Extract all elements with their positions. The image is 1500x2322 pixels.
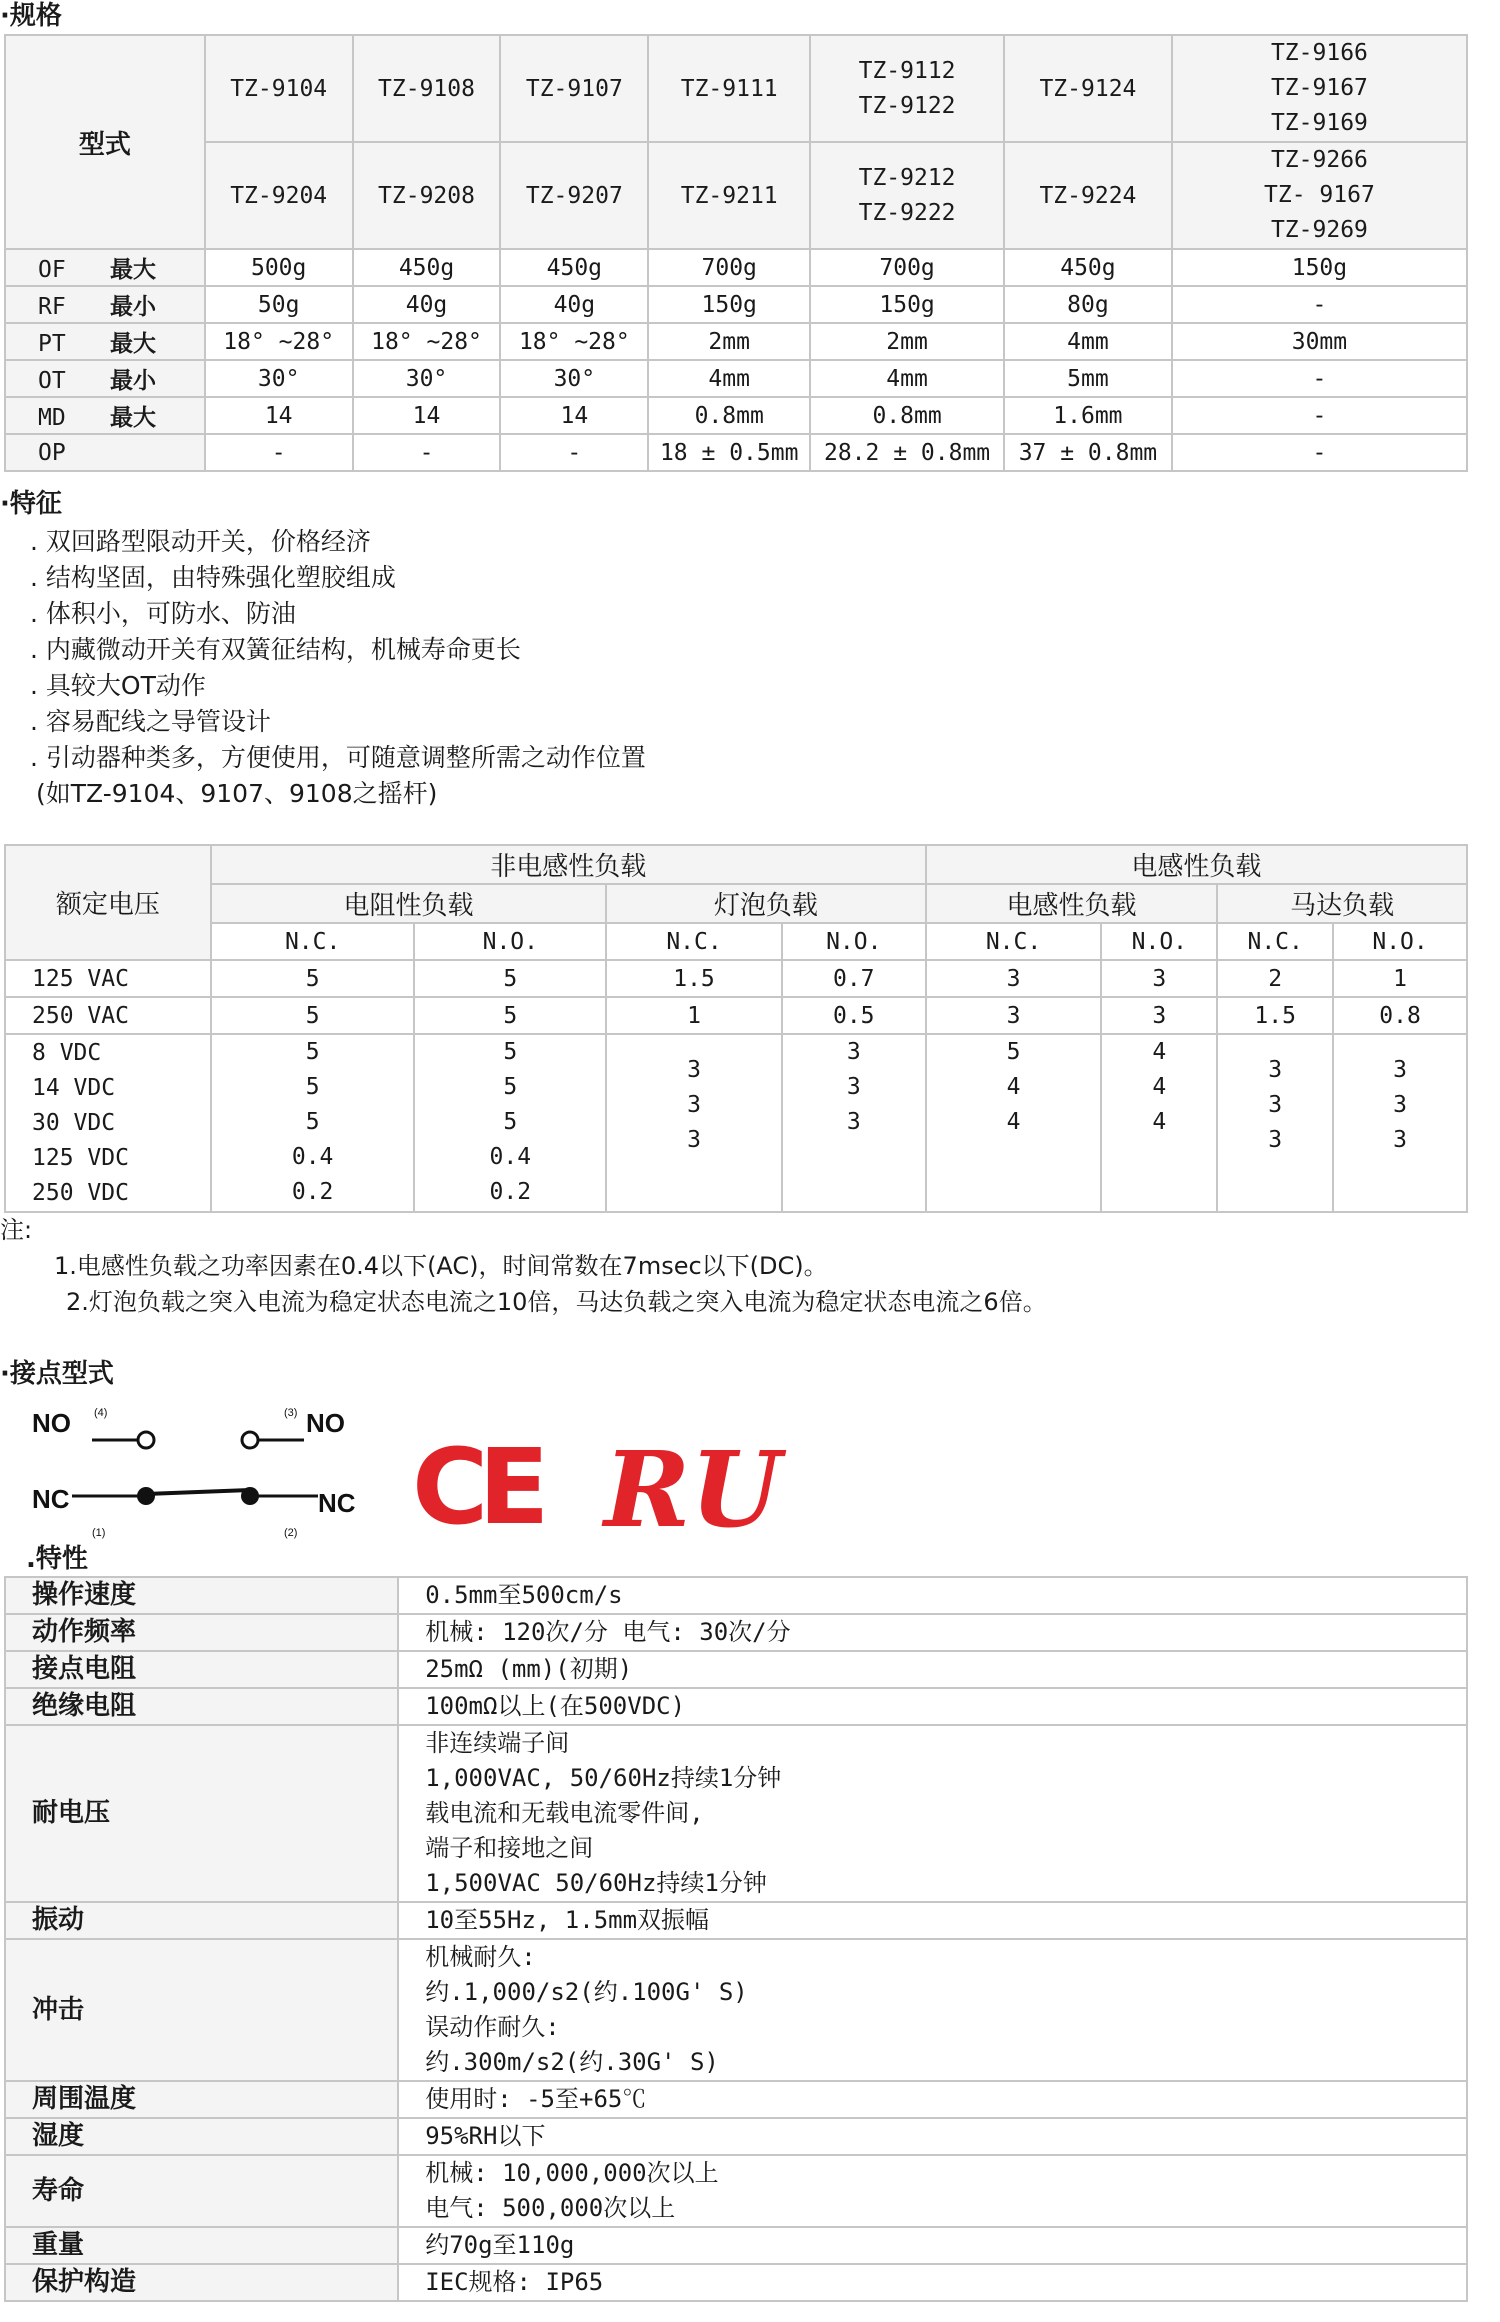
cell-line: 0.4	[489, 1144, 532, 1170]
spec-value: 30mm	[1172, 323, 1467, 360]
cell-line: 3	[1268, 1056, 1283, 1083]
ce-mark-logo: CE	[412, 1426, 540, 1548]
feature-item: . 双回路型限动开关，价格经济	[30, 524, 646, 560]
spec-value: -	[500, 434, 648, 471]
dc-dc-res-nc	[211, 1034, 415, 1212]
spec-value: 18° ~28°	[205, 323, 353, 360]
spec-value: 30°	[500, 360, 648, 397]
dc-dc-ind-nc	[926, 1034, 1102, 1212]
characteristic-row	[5, 2227, 1467, 2264]
no-header: N.O.	[1101, 923, 1217, 960]
cell-line: 125 VDC	[32, 1144, 129, 1171]
value-line: 95%RH以下	[425, 2122, 546, 2150]
cell-line: 0.4	[291, 1144, 334, 1170]
load-value: 1.5	[606, 960, 782, 997]
contact-terminal-3: (3)	[284, 1407, 298, 1419]
cell-line: 5	[503, 1039, 518, 1065]
load-value: 1	[606, 997, 782, 1034]
dc-dc-lamp-nc	[606, 1034, 782, 1212]
cell-line: 4	[1152, 1039, 1167, 1065]
characteristic-value	[398, 1902, 1467, 1939]
characteristic-value	[398, 1688, 1467, 1725]
features-section-title: ·特征	[0, 489, 62, 519]
spec-value: 4mm	[1004, 323, 1172, 360]
characteristic-key: 重量	[5, 2227, 398, 2264]
spec-param-label: RF	[38, 294, 66, 320]
cell-line: 30 VDC	[32, 1109, 116, 1136]
spec-value: 150g	[648, 286, 810, 323]
spec-value: 18° ~28°	[500, 323, 648, 360]
spec-row-ot	[5, 360, 1467, 397]
features-items	[30, 524, 646, 776]
contact-section-title: ·接点型式	[0, 1359, 114, 1389]
dc-dc-ind-no	[1101, 1034, 1217, 1212]
value-line: 0.5mm至500cm/s	[425, 1581, 623, 1609]
characteristic-value	[398, 1939, 1467, 2081]
characteristic-key: 寿命	[5, 2155, 398, 2227]
model-row2-5: TZ-9224	[1004, 142, 1172, 249]
spec-value: 700g	[648, 249, 810, 286]
load-value: 3	[926, 960, 1102, 997]
cell-line: 3	[846, 1109, 861, 1135]
cell-line: 5	[305, 1109, 320, 1135]
spec-value: 50g	[205, 286, 353, 323]
contact-terminal-2: (2)	[284, 1527, 298, 1539]
cell-line: 3	[1393, 1091, 1407, 1118]
load-value: 5	[414, 960, 606, 997]
non-inductive-header: 非电感性负载	[211, 845, 926, 884]
value-line: 25mΩ (mm)(初期)	[425, 1655, 633, 1683]
spec-value: 500g	[205, 249, 353, 286]
cell-line: 3	[1393, 1126, 1407, 1153]
characteristics-title: .特性	[26, 1544, 88, 1574]
characteristic-key: 接点电阻	[5, 1651, 398, 1688]
model-row1-6	[1172, 35, 1467, 142]
model-row2-2: TZ-9207	[500, 142, 648, 249]
spec-value: 14	[353, 397, 501, 434]
feature-item: . 体积小，可防水、防油	[30, 596, 646, 632]
characteristic-key: 周围温度	[5, 2081, 398, 2118]
cell-line: 3	[1268, 1091, 1283, 1118]
feature-item: . 结构坚固，由特殊强化塑胶组成	[30, 560, 646, 596]
spec-value: 14	[205, 397, 353, 434]
spec-value: -	[353, 434, 501, 471]
spec-value: 4mm	[810, 360, 1004, 397]
value-line: 机械耐久:	[425, 1943, 536, 1971]
features-note: (如TZ-9104、9107、9108之摇杆)	[36, 779, 438, 808]
spec-param-qualifier: 最大	[110, 405, 156, 431]
spec-value: 18° ~28°	[353, 323, 501, 360]
dc-dc-motor-nc	[1217, 1034, 1333, 1212]
spec-param-name	[5, 434, 205, 471]
load-value: 5	[414, 997, 606, 1034]
rated-voltage-header: 额定电压	[5, 845, 211, 960]
cell-line: 3	[687, 1091, 701, 1118]
characteristic-key: 保护构造	[5, 2264, 398, 2301]
note-1: 1.电感性负载之功率因素在0.4以下(AC)，时间常数在7msec以下(DC)。	[54, 1252, 828, 1280]
value-line: 机械: 10,000,000次以上	[425, 2159, 719, 2187]
cell-line: TZ-9266	[1270, 147, 1368, 173]
cell-line: 4	[1152, 1074, 1167, 1100]
spec-value: 37 ± 0.8mm	[1004, 434, 1172, 471]
load-value: 0.7	[782, 960, 926, 997]
spec-param-name	[5, 249, 205, 286]
characteristic-key: 动作频率	[5, 1614, 398, 1651]
lamp-header: 灯泡负载	[606, 884, 926, 923]
characteristic-value	[398, 1577, 1467, 1614]
spec-value: 1.6mm	[1004, 397, 1172, 434]
spec-param-name	[5, 323, 205, 360]
contact-terminal-1: (1)	[92, 1527, 106, 1539]
spec-value: -	[1172, 434, 1467, 471]
no-header: N.O.	[782, 923, 926, 960]
load-value: 1	[1333, 960, 1467, 997]
spec-value: 4mm	[648, 360, 810, 397]
model-row1-5: TZ-9124	[1004, 35, 1172, 142]
model-row2-6	[1172, 142, 1467, 249]
dc-dc-res-no	[414, 1034, 606, 1212]
type-label: 型式	[5, 35, 205, 249]
spec-value: 150g	[1172, 249, 1467, 286]
spec-model-row-1	[5, 35, 1467, 142]
characteristic-key: 振动	[5, 1902, 398, 1939]
voltage-label: 125 VAC	[5, 960, 211, 997]
spec-row-rf	[5, 286, 1467, 323]
characteristics-table	[4, 1576, 1468, 2302]
value-line: 电气: 500,000次以上	[425, 2194, 676, 2222]
model-row1-1: TZ-9108	[353, 35, 501, 142]
value-line: 约.300m/s2(约.30G' S)	[425, 2048, 719, 2076]
cell-line: TZ-9222	[858, 199, 956, 226]
spec-value: 450g	[500, 249, 648, 286]
load-table	[4, 844, 1468, 1213]
load-value: 5	[211, 960, 415, 997]
feature-item: . 引动器种类多，方便使用，可随意调整所需之动作位置	[30, 740, 646, 776]
no-header: N.O.	[414, 923, 606, 960]
spec-param-name	[5, 286, 205, 323]
spec-value: 28.2 ± 0.8mm	[810, 434, 1004, 471]
spec-param-label: PT	[38, 331, 66, 357]
characteristic-row	[5, 2264, 1467, 2301]
contact-terminal-4: (4)	[94, 1407, 108, 1419]
characteristic-value	[398, 1725, 1467, 1902]
value-line: 100mΩ以上(在500VDC)	[425, 1692, 686, 1720]
cell-line: 5	[503, 1109, 518, 1135]
load-value: 3	[926, 997, 1102, 1034]
characteristic-row	[5, 1939, 1467, 2081]
value-line: IEC规格: IP65	[425, 2268, 604, 2296]
spec-value: -	[1172, 360, 1467, 397]
cell-line: 3	[1268, 1126, 1283, 1153]
contact-no-right: NO	[306, 1408, 345, 1438]
spec-value: 40g	[500, 286, 648, 323]
value-line: 约70g至110g	[425, 2231, 575, 2259]
spec-value: -	[1172, 286, 1467, 323]
model-row2-3: TZ-9211	[648, 142, 810, 249]
spec-value: 40g	[353, 286, 501, 323]
spec-param-label: MD	[38, 405, 66, 431]
spec-table	[4, 34, 1468, 472]
cell-line: 5	[305, 1039, 320, 1065]
cell-line: 250 VDC	[32, 1179, 129, 1206]
load-ac-body	[5, 960, 1467, 1034]
spec-value: 0.8mm	[648, 397, 810, 434]
no-header: N.O.	[1333, 923, 1467, 960]
cell-line: TZ-9212	[858, 164, 956, 191]
cell-line: TZ-9169	[1270, 110, 1368, 136]
spec-param-qualifier: 最大	[110, 331, 156, 357]
spec-value: 0.8mm	[810, 397, 1004, 434]
value-line: 非连续端子间	[425, 1729, 570, 1757]
characteristic-key: 操作速度	[5, 1577, 398, 1614]
spec-value: 30°	[353, 360, 501, 397]
load-dc-body	[5, 1034, 1467, 1212]
spec-param-label: OT	[38, 368, 66, 394]
contact-no-left: NO	[32, 1408, 71, 1438]
model-row1-3: TZ-9111	[648, 35, 810, 142]
characteristic-row	[5, 1902, 1467, 1939]
spec-param-name	[5, 360, 205, 397]
cell-line: 8 VDC	[32, 1039, 102, 1066]
model-row2-1: TZ-9208	[353, 142, 501, 249]
load-value: 2	[1217, 960, 1333, 997]
spec-value: -	[205, 434, 353, 471]
inductive-sub-header: 电感性负载	[926, 884, 1218, 923]
model-row1-0: TZ-9104	[205, 35, 353, 142]
cell-line: 3	[687, 1056, 701, 1083]
notes-block	[0, 1212, 1047, 1320]
cell-line: TZ-9122	[858, 92, 956, 119]
cell-line: 5	[1006, 1039, 1021, 1065]
spec-body	[5, 249, 1467, 471]
cell-line: 3	[846, 1074, 861, 1100]
spec-model-row-2	[5, 142, 1467, 249]
model-row2-4	[810, 142, 1004, 249]
model-row1-4	[810, 35, 1004, 142]
value-line: 误动作耐久:	[425, 2013, 560, 2041]
contact-nc-left: NC	[32, 1484, 70, 1514]
model-row2-0: TZ-9204	[205, 142, 353, 249]
value-line: 1,500VAC 50/60Hz持续1分钟	[425, 1869, 767, 1897]
inductive-header: 电感性负载	[926, 845, 1467, 884]
value-line: 约.1,000/s2(约.100G' S)	[425, 1978, 748, 2006]
feature-item: . 内藏微动开关有双簧征结构，机械寿命更长	[30, 632, 646, 668]
load-value: 0.5	[782, 997, 926, 1034]
characteristic-key: 冲击	[5, 1939, 398, 2081]
cell-line: 5	[305, 1074, 320, 1100]
spec-value: 700g	[810, 249, 1004, 286]
spec-value: 450g	[353, 249, 501, 286]
spec-row-op	[5, 434, 1467, 471]
feature-item: . 具较大OT动作	[30, 668, 646, 704]
characteristic-row	[5, 1725, 1467, 1902]
nc-header: N.C.	[606, 923, 782, 960]
dc-dc-motor-no	[1333, 1034, 1467, 1212]
spec-param-qualifier: 最小	[110, 294, 156, 320]
contact-diagram-icon	[22, 1396, 392, 1546]
spec-value: 80g	[1004, 286, 1172, 323]
voltage-label: 250 VAC	[5, 997, 211, 1034]
nc-header: N.C.	[1217, 923, 1333, 960]
characteristic-row	[5, 2155, 1467, 2227]
load-value: 0.8	[1333, 997, 1467, 1034]
cell-line: 4	[1006, 1074, 1021, 1100]
value-line: 10至55Hz, 1.5mm双振幅	[425, 1906, 710, 1934]
nc-header: N.C.	[926, 923, 1102, 960]
nc-header: N.C.	[211, 923, 415, 960]
value-line: 端子和接地之间	[425, 1834, 594, 1862]
note-2: 2.灯泡负载之突入电流为稳定状态电流之10倍，马达负载之突入电流为稳定状态电流之6倍。	[66, 1288, 1047, 1316]
value-line: 使用时: -5至+65℃	[425, 2085, 647, 2113]
spec-row-md	[5, 397, 1467, 434]
characteristic-key: 湿度	[5, 2118, 398, 2155]
cell-line: 14 VDC	[32, 1074, 116, 1101]
ul-mark-logo: RU	[604, 1428, 782, 1551]
cell-line: TZ- 9167	[1264, 182, 1375, 208]
characteristic-row	[5, 2081, 1467, 2118]
characteristic-row	[5, 1614, 1467, 1651]
value-line: 1,000VAC, 50/60Hz持续1分钟	[425, 1764, 782, 1792]
cell-line: 3	[687, 1126, 701, 1153]
load-value: 1.5	[1217, 997, 1333, 1034]
characteristic-value	[398, 1651, 1467, 1688]
cell-line: 3	[1393, 1056, 1407, 1083]
characteristic-value	[398, 2227, 1467, 2264]
value-line: 机械: 120次/分 电气: 30次/分	[425, 1618, 791, 1646]
spec-value: 14	[500, 397, 648, 434]
cell-line: TZ-9269	[1270, 217, 1368, 243]
spec-param-qualifier: 最小	[110, 368, 156, 394]
characteristic-key: 绝缘电阻	[5, 1688, 398, 1725]
spec-value: -	[1172, 397, 1467, 434]
spec-row-pt	[5, 323, 1467, 360]
spec-row-of	[5, 249, 1467, 286]
characteristics-body	[5, 1577, 1467, 2301]
spec-value: 5mm	[1004, 360, 1172, 397]
contact-nc-right: NC	[318, 1488, 356, 1518]
cell-line: TZ-9112	[858, 57, 956, 84]
cell-line: TZ-9166	[1270, 40, 1368, 66]
spec-value: 2mm	[810, 323, 1004, 360]
load-dc-row	[5, 1034, 1467, 1212]
model-row1-2: TZ-9107	[500, 35, 648, 142]
spec-param-label: OF	[38, 257, 66, 283]
cell-line: TZ-9167	[1270, 75, 1368, 101]
spec-value: 150g	[810, 286, 1004, 323]
notes-label: 注:	[0, 1216, 33, 1244]
cell-line: 3	[846, 1039, 861, 1065]
cell-line: 5	[503, 1074, 518, 1100]
characteristic-value	[398, 2155, 1467, 2227]
value-line: 载电流和无载电流零件间,	[425, 1799, 704, 1827]
characteristic-value	[398, 2118, 1467, 2155]
characteristic-value	[398, 2081, 1467, 2118]
spec-value: 18 ± 0.5mm	[648, 434, 810, 471]
characteristic-row	[5, 1688, 1467, 1725]
characteristic-key: 耐电压	[5, 1725, 398, 1902]
dc-dc-lamp-no	[782, 1034, 926, 1212]
resistive-header: 电阻性负载	[211, 884, 606, 923]
load-value: 5	[211, 997, 415, 1034]
motor-header: 马达负载	[1217, 884, 1467, 923]
spec-value: 450g	[1004, 249, 1172, 286]
cell-line: 0.2	[291, 1179, 334, 1205]
spec-param-name	[5, 397, 205, 434]
spec-param-qualifier: 最大	[110, 257, 156, 283]
spec-param-label: OP	[38, 439, 66, 466]
characteristic-value	[398, 2264, 1467, 2301]
nc-no-header-row	[5, 923, 1467, 960]
characteristic-row	[5, 2118, 1467, 2155]
load-value: 3	[1101, 960, 1217, 997]
cell-line: 4	[1006, 1109, 1021, 1135]
spec-value: 2mm	[648, 323, 810, 360]
characteristic-row	[5, 1577, 1467, 1614]
load-value: 3	[1101, 997, 1217, 1034]
load-ac-row	[5, 997, 1467, 1034]
dc-voltage-labels	[5, 1034, 211, 1212]
load-ac-row	[5, 960, 1467, 997]
characteristic-value	[398, 1614, 1467, 1651]
feature-item: . 容易配线之导管设计	[30, 704, 646, 740]
cell-line: 4	[1152, 1109, 1167, 1135]
characteristic-row	[5, 1651, 1467, 1688]
cell-line: 0.2	[489, 1179, 532, 1205]
features-list	[30, 524, 646, 812]
spec-value: 30°	[205, 360, 353, 397]
spec-section-title: ·规格	[0, 1, 62, 31]
